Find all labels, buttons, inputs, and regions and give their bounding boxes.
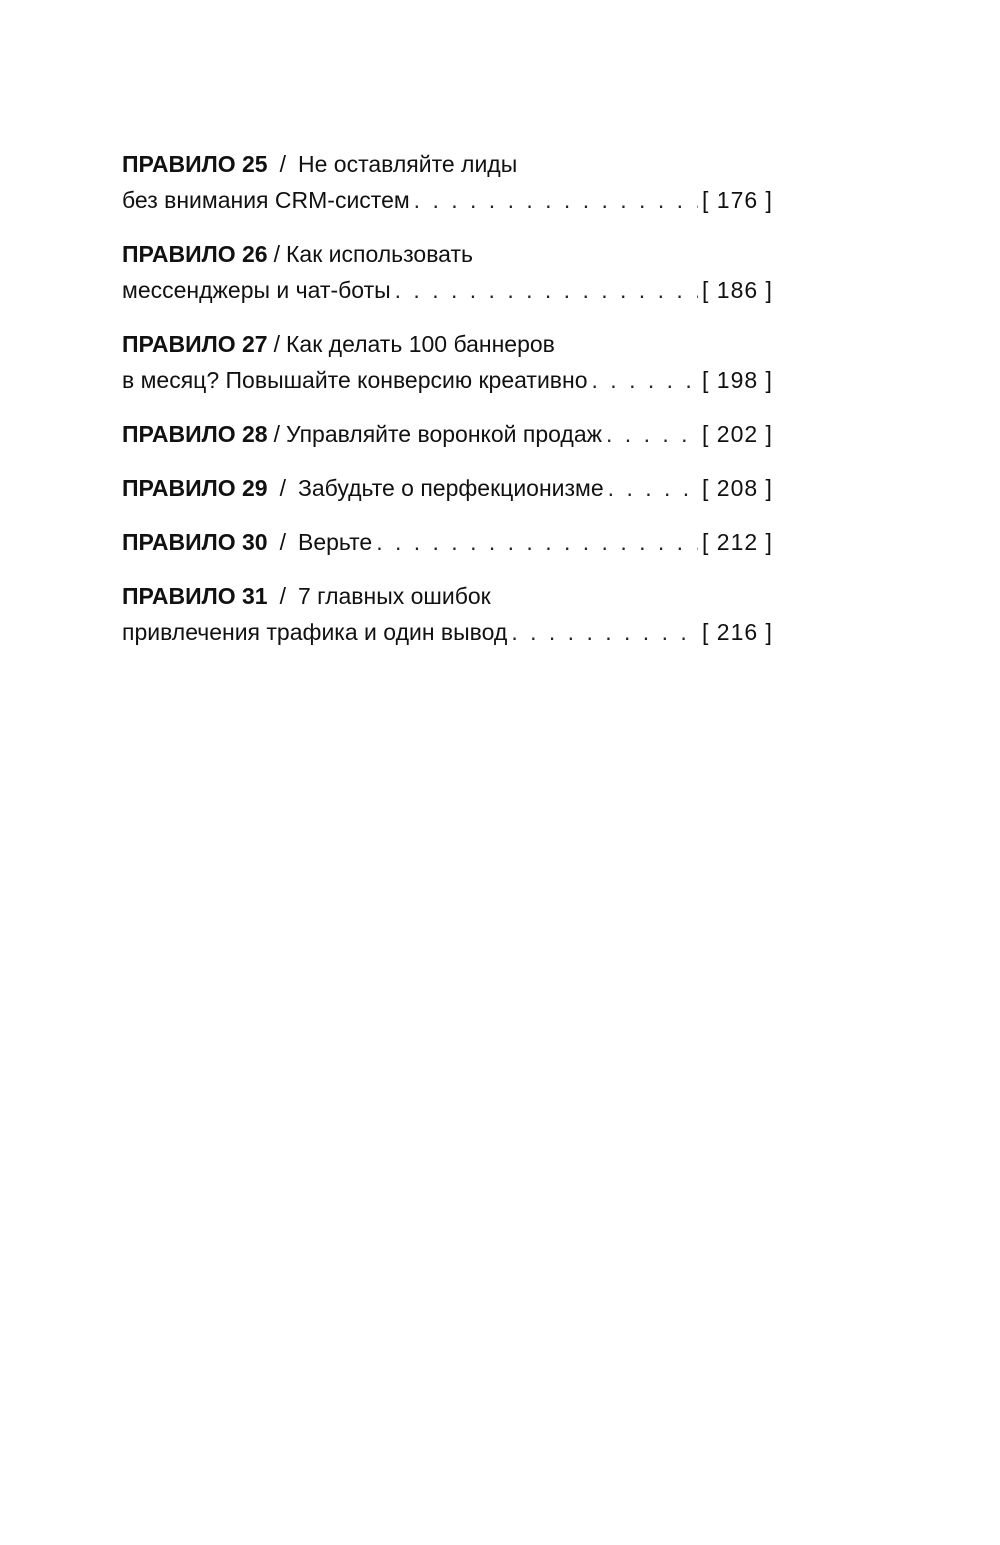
separator: / [273,331,280,357]
separator: / [273,421,280,447]
rule-title-part-1: Не оставляйте лиды [298,151,518,177]
toc-entry-title-line [122,236,772,272]
separator: / [273,241,280,267]
separator: / [279,151,286,177]
rule-title [122,524,372,560]
rule-label: ПРАВИЛО 31 [122,583,268,609]
table-of-contents [122,146,772,668]
page-number: [ 216 ] [702,619,773,645]
rule-title-part-2: без внимания CRM-систем [122,187,410,213]
rule-label: ПРАВИЛО 27 [122,331,268,357]
toc-entry-title-line [122,578,772,614]
dot-leader [592,362,698,398]
page-number: [ 186 ] [702,277,773,303]
toc-entry-rule-28[interactable] [122,416,772,452]
toc-entry-rule-31[interactable] [122,578,772,650]
toc-entry-last-line [122,182,772,218]
rule-label: ПРАВИЛО 25 [122,151,268,177]
rule-title [122,416,602,452]
page-number: [ 202 ] [702,421,773,447]
dot-leader [608,470,698,506]
rule-title-part-1: 7 главных ошибок [298,583,491,609]
separator: / [279,529,286,555]
rule-title-part-2: привлечения трафика и один вывод [122,619,508,645]
separator: / [279,475,286,501]
dot-leader [376,524,698,560]
rule-label: ПРАВИЛО 30 [122,529,268,555]
toc-entry-rule-25[interactable] [122,146,772,218]
toc-entry-last-line [122,416,772,452]
page-number: [ 176 ] [702,187,773,213]
rule-title [122,470,604,506]
rule-label: ПРАВИЛО 29 [122,475,268,501]
dot-leader [395,272,698,308]
toc-entry-last-line [122,470,772,506]
rule-label: ПРАВИЛО 26 [122,241,268,267]
rule-title-part-2: мессенджеры и чат-боты [122,277,391,303]
toc-entry-rule-26[interactable] [122,236,772,308]
rule-title-part-1: Верьте [298,529,373,555]
toc-entry-last-line [122,362,772,398]
toc-entry-last-line [122,272,772,308]
toc-entry-title-line [122,326,772,362]
toc-entry-title-line [122,146,772,182]
toc-entry-rule-29[interactable] [122,470,772,506]
toc-entry-last-line [122,524,772,560]
rule-title-part-1: Как делать 100 баннеров [286,331,555,357]
page-number: [ 198 ] [702,367,773,393]
dot-leader [606,416,698,452]
rule-title-part-1: Забудьте о перфекционизме [298,475,604,501]
toc-entry-rule-30[interactable] [122,524,772,560]
rule-title-part-1: Как использовать [286,241,473,267]
toc-entry-last-line [122,614,772,650]
toc-entry-rule-27[interactable] [122,326,772,398]
page-number: [ 208 ] [702,475,773,501]
dot-leader [414,182,698,218]
rule-label: ПРАВИЛО 28 [122,421,268,447]
rule-title-part-2: в месяц? Повышайте конверсию креативно [122,367,588,393]
rule-title-part-1: Управляйте воронкой продаж [286,421,603,447]
dot-leader [511,614,698,650]
page-number: [ 212 ] [702,529,773,555]
separator: / [279,583,286,609]
